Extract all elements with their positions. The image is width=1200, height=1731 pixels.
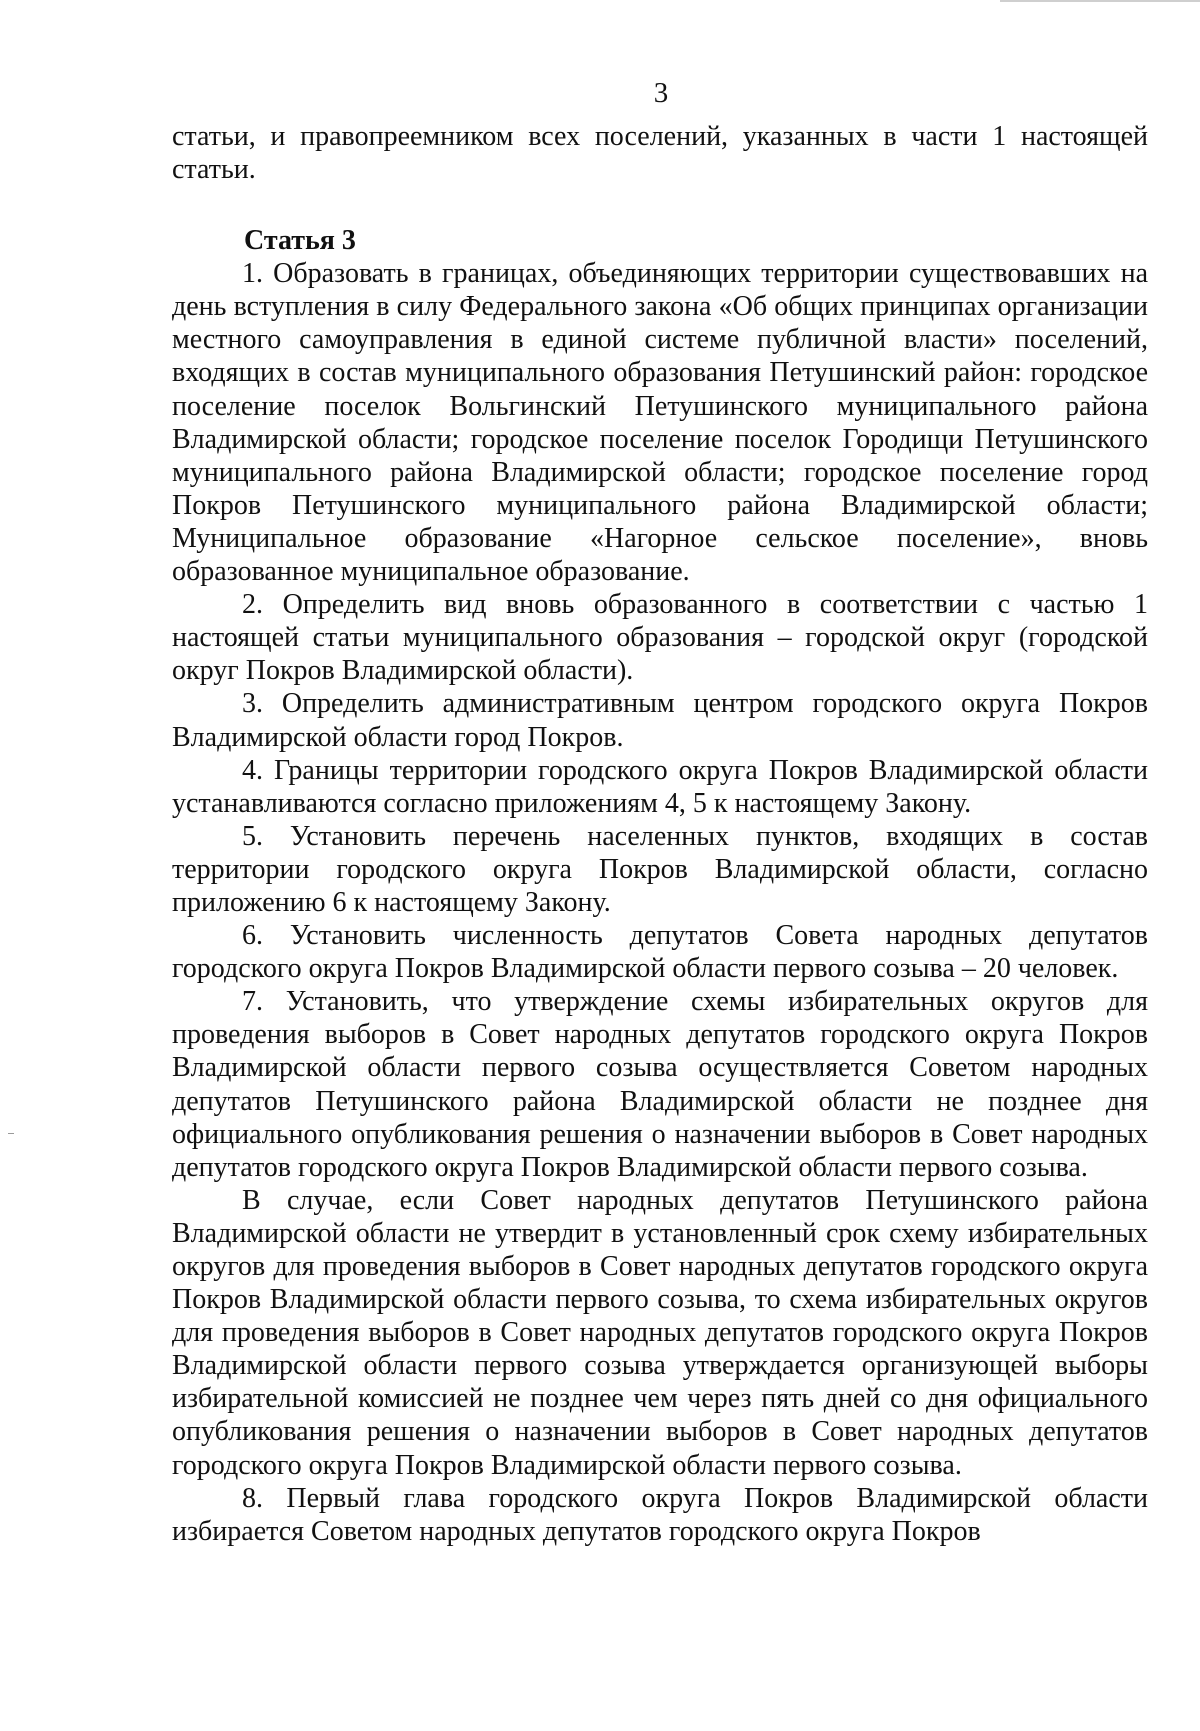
page-number: 3 [653, 77, 669, 109]
article-heading: Статья 3 [244, 225, 356, 257]
paragraph-continuation: статьи, и правопреемником всех поселений, указанных в части 1 настоящей статьи. [172, 121, 1148, 186]
paragraph-item-7-case: В случае, если Совет народных депутатов Петушинского района Владимирской области не утвердит в установленный срок схему избирательных округов для проведения выборов в Совет народных депутатов городского округа Покров Владимирской области первого созыва, то схема избирательных округов для проведения выборов в Совет народных депутатов городского округа Покров Владимирской области первого созыва утверждается организующей выборы избирательной комиссией не позднее чем через пять дней со дня официального опубликования решения о назначении выборов в Совет народных депутатов городского округа Покров Владимирской области первого созыва. [172, 1184, 1148, 1481]
paragraph-item-4: 4. Границы территории городского округа Покров Владимирской области устанавливаются согласно приложениям 4, 5 к настоящему Закону. [172, 754, 1148, 819]
paragraph-item-5: 5. Установить перечень населенных пунктов, входящих в состав территории городского округа Покров Владимирской области, согласно приложению 6 к настоящему Закону. [172, 820, 1148, 918]
paragraph-item-3: 3. Определить административным центром городского округа Покров Владимирской области город Покров. [172, 688, 1148, 753]
top-edge-rule [1000, 0, 1200, 2]
paragraph-item-6: 6. Установить численность депутатов Совета народных депутатов городского округа Покров Владимирской области первого созыва – 20 человек. [172, 920, 1148, 985]
paragraph-item-2: 2. Определить вид вновь образованного в соответствии с частью 1 настоящей статьи муниципального образования – городской округ (городской округ Покров Владимирской области). [172, 589, 1148, 687]
paragraph-item-1: 1. Образовать в границах, объединяющих территории существовавших на день вступления в силу Федерального закона «Об общих принципах организации местного самоуправления в единой системе публичной власти» поселений, входящих в состав муниципального образования Петушинский район: городское поселение поселок Вольгинский Петушинского муниципального района Владимирской области; городское поселение поселок Городищи Петушинского муниципального района Владимирской области; городское поселение город Покров Петушинского муниципального района Владимирской области; Муниципальное образование «Нагорное сельское поселение», вновь образованное муниципальное образование. [172, 258, 1148, 588]
margin-mark [8, 1133, 14, 1134]
paragraph-item-7: 7. Установить, что утверждение схемы избирательных округов для проведения выборов в Совет народных депутатов городского округа Покров Владимирской области первого созыва осуществляется Советом народных депутатов Петушинского района Владимирской области не позднее дня официального опубликования решения о назначении выборов в Совет народных депутатов городского округа Покров Владимирской области первого созыва. [172, 986, 1148, 1183]
paragraph-item-8: 8. Первый глава городского округа Покров Владимирской области избирается Советом народных депутатов городского округа Покров [172, 1482, 1148, 1547]
document-body [172, 120, 1148, 1548]
